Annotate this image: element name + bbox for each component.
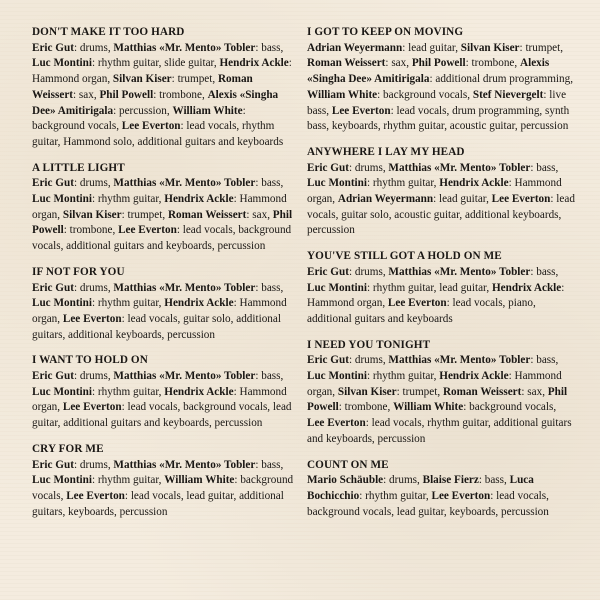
musician-role: lead vocals, background vocals, lead guitar, keyboards, percussion [307, 489, 549, 518]
musician-name: Adrian Weyermann [337, 193, 434, 206]
musician-name: Luc Montini [307, 177, 367, 190]
musician-name: Alexis «Singha Dee» Amitirigala [32, 88, 279, 117]
musician-name: Matthias «Mr. Mento» Tobler [388, 265, 531, 278]
musician-role: trumpet [127, 208, 163, 221]
track-if-not-for-you [32, 265, 294, 344]
musician-role: bass [484, 474, 505, 487]
musician-role: sax [78, 88, 94, 101]
musician-name: Silvan Kiser [62, 208, 122, 221]
track-title: A LITTLE LIGHT [32, 161, 125, 174]
musician-name: Luca Bochicchio [307, 474, 534, 502]
musician-name: Hendrix Ackle [439, 370, 509, 383]
musician-name: Roman Weissert [307, 57, 386, 70]
musician-name: Hendrix Ackle [439, 177, 509, 190]
musician-role: bass [536, 354, 556, 367]
track-title: ANYWHERE I LAY MY HEAD [307, 145, 465, 158]
musician-role: sax [527, 385, 543, 398]
musician-role: drums [354, 354, 383, 367]
musician-role: lead vocals, rhythm guitar, Hammond solo, additional guitars and keyboards [32, 120, 284, 148]
musician-role: trumpet [525, 41, 561, 54]
track-count-on-me [307, 458, 575, 521]
musician-role: lead vocals, rhythm guitar, additional guitars and keyboards, percussion [307, 417, 572, 445]
musician-name: Eric Gut [32, 177, 74, 190]
musician-name: Lee Everton [331, 104, 391, 117]
left-column [32, 25, 294, 530]
musician-name: Luc Montini [307, 281, 367, 294]
track-cry-for-me [32, 442, 294, 521]
track-you-ve-still-got-a-hold-on-me [307, 249, 575, 328]
musician-role: lead vocals, drum programming, synth bass, keyboards, rhythm guitar, acoustic guitar, percussion [307, 104, 570, 133]
musician-name: Hendrix Ackle [164, 193, 234, 206]
track-title: I WANT TO HOLD ON [32, 354, 148, 367]
track-i-need-you-tonight [307, 338, 575, 448]
musician-name: Phil Powell [307, 385, 568, 414]
musician-name: Roman Weissert [442, 385, 522, 398]
musician-name: William White [172, 104, 243, 117]
musician-role: drums [354, 265, 383, 278]
track-title: IF NOT FOR YOU [32, 265, 125, 278]
track-credits: Mario Schäuble: drums, Blaise Fierz: bass, Luca Bochicchio: rhythm guitar, Lee Everton: lead vocals, background vocals, lead guitar, keyboards, percussion [307, 474, 549, 518]
musician-name: Phil Powell [99, 88, 154, 101]
track-title: I NEED YOU TONIGHT [307, 338, 431, 351]
musician-name: Roman Weissert [167, 208, 247, 221]
musician-role: percussion [119, 104, 167, 117]
musician-name: Lee Everton [118, 224, 177, 237]
track-i-got-to-keep-on-moving [307, 25, 575, 135]
musician-role: lead vocals, background vocals, lead guitar, additional guitars and keyboards, percussion [32, 401, 292, 430]
musician-role: lead vocals, guitar solo, acoustic guitar, additional keyboards, percussion [307, 193, 575, 237]
musician-role: background vocals [469, 401, 554, 414]
musician-name: Phil Powell [32, 208, 293, 237]
musician-name: Luc Montini [32, 57, 92, 70]
musician-name: Eric Gut [32, 458, 74, 471]
musician-name: Lee Everton [66, 489, 125, 502]
musician-role: live bass [307, 88, 567, 117]
musician-name: Lee Everton [491, 193, 551, 206]
musician-name: William White [307, 88, 378, 101]
musician-name: Matthias «Mr. Mento» Tobler [113, 370, 256, 383]
musician-name: Lee Everton [62, 401, 122, 414]
musician-role: rhythm guitar, lead guitar [372, 281, 487, 294]
musician-role: trumpet [177, 73, 213, 86]
track-a-little-light [32, 161, 294, 255]
musician-role: lead guitar [438, 193, 487, 206]
musician-name: Silvan Kiser [112, 73, 172, 86]
track-anywhere-i-lay-my-head [307, 145, 575, 239]
musician-name: Lee Everton [62, 312, 122, 325]
musician-name: Matthias «Mr. Mento» Tobler [113, 458, 256, 471]
musician-name: Blaise Fierz [422, 474, 479, 487]
musician-name: Phil Powell [411, 57, 466, 70]
track-credits: Eric Gut: drums, Matthias «Mr. Mento» Tobler: bass, Luc Montini: rhythm guitar, lead guitar, Hendrix Ackle: Hammond organ, Lee Everton: lead vocals, piano, additional guitars and keyboards [307, 265, 565, 325]
musician-name: Matthias «Mr. Mento» Tobler [113, 281, 256, 294]
musician-name: Eric Gut [307, 265, 349, 278]
musician-role: bass [261, 458, 281, 471]
track-title: DON'T MAKE IT TOO HARD [32, 26, 185, 38]
musician-role: bass [536, 161, 556, 174]
track-credits: Eric Gut: drums, Matthias «Mr. Mento» Tobler: bass, Luc Montini: rhythm guitar, Hendrix Ackle: Hammond organ, Silvan Kiser: trumpet, Roman Weissert: sax, Phil Powell: trombone, Lee Everton: lead vocals, background vocals, additional guitars and keyboards, percussion [32, 177, 293, 253]
musician-role: rhythm guitar [97, 474, 159, 487]
musician-name: Silvan Kiser [337, 385, 397, 398]
musician-name: Lee Everton [387, 297, 447, 310]
musician-name: Eric Gut [307, 354, 349, 367]
musician-name: Hendrix Ackle [164, 297, 234, 310]
musician-role: lead vocals, background vocals, additional guitars and keyboards, percussion [32, 224, 292, 253]
musician-role: drums [79, 177, 108, 190]
musician-role: background vocals [32, 120, 117, 133]
musician-name: Matthias «Mr. Mento» Tobler [113, 41, 256, 54]
track-don-t-make-it-too-hard [32, 25, 294, 151]
track-credits: Eric Gut: drums, Matthias «Mr. Mento» Tobler: bass, Luc Montini: rhythm guitar, William White: background vocals, Lee Everton: lead vocals, lead guitar, additional guitars, keyboards, percussion [32, 458, 294, 518]
track-title: COUNT ON ME [307, 458, 389, 471]
musician-role: drums [79, 458, 108, 471]
musician-name: Lee Everton [121, 120, 181, 133]
musician-name: Luc Montini [32, 193, 92, 206]
musician-name: Luc Montini [32, 474, 92, 487]
musician-role: bass [261, 41, 281, 54]
musician-role: Hammond organ [307, 177, 562, 206]
musician-role: background vocals [383, 88, 468, 101]
musician-name: Eric Gut [32, 281, 74, 294]
musician-role: rhythm guitar [97, 193, 159, 206]
musician-role: trombone [471, 57, 515, 70]
musician-role: rhythm guitar [97, 297, 159, 310]
musician-role: trombone [69, 224, 113, 237]
musician-name: Stef Nievergelt [472, 88, 544, 101]
musician-name: Matthias «Mr. Mento» Tobler [113, 177, 256, 190]
musician-role: Hammond organ [32, 297, 287, 325]
track-credits: Eric Gut: drums, Matthias «Mr. Mento» Tobler: bass, Luc Montini: rhythm guitar, Hendrix Ackle: Hammond organ, Lee Everton: lead vocals, background vocals, lead guitar, additional guitars and keyboards, percussion [32, 370, 292, 430]
musician-role: trombone [344, 401, 388, 414]
musician-role: sax [252, 208, 268, 221]
musician-name: Lee Everton [431, 489, 491, 502]
musician-name: Luc Montini [32, 385, 92, 398]
musician-name: William White [393, 401, 464, 414]
musician-role: bass [261, 281, 281, 294]
musician-role: bass [261, 370, 281, 383]
musician-name: Roman Weissert [32, 73, 253, 101]
musician-role: rhythm guitar [97, 385, 159, 398]
track-credits: Eric Gut: drums, Matthias «Mr. Mento» Tobler: bass, Luc Montini: rhythm guitar, slide guitar, Hendrix Ackle: Hammond organ, Silvan Kiser: trumpet, Roman Weissert: sax, Phil Powell: trombone, Alexis «Singha Dee» Amitirigala: percussion, William White: background vocals, Lee Everton: lead vocals, rhythm guitar, Hammond solo, additional guitars and keyboards [32, 41, 292, 148]
musician-role: rhythm guitar [372, 370, 434, 383]
musician-role: Hammond organ [307, 370, 562, 398]
musician-role: additional drum programming [435, 73, 571, 86]
musician-name: Eric Gut [32, 370, 74, 383]
musician-role: lead vocals, guitar solo, additional guitars, additional keyboards, percussion [32, 312, 281, 341]
musician-role: bass [261, 177, 281, 190]
track-credits: Eric Gut: drums, Matthias «Mr. Mento» Tobler: bass, Luc Montini: rhythm guitar, Hendrix Ackle: Hammond organ, Lee Everton: lead vocals, guitar solo, additional guitars, additional keyboards, percussion [32, 281, 287, 341]
musician-role: Hammond organ [32, 193, 287, 221]
musician-role: trumpet [402, 385, 438, 398]
musician-name: Adrian Weyermann [307, 41, 403, 54]
musician-name: Alexis «Singha Dee» Amitirigala [307, 57, 550, 86]
musician-role: trombone [159, 88, 202, 101]
musician-role: drums [354, 161, 383, 174]
right-column [307, 25, 575, 530]
musician-role: lead guitar [408, 41, 456, 54]
musician-role: lead vocals, lead guitar, additional guitars, keyboards, percussion [32, 489, 284, 518]
musician-name: Eric Gut [32, 41, 74, 54]
musician-name: Lee Everton [307, 417, 366, 430]
track-title: CRY FOR ME [32, 442, 104, 455]
musician-name: Silvan Kiser [460, 41, 520, 54]
musician-name: Hendrix Ackle [219, 57, 289, 70]
track-title: YOU'VE STILL GOT A HOLD ON ME [307, 250, 502, 263]
track-credits: Adrian Weyermann: lead guitar, Silvan Kiser: trumpet, Roman Weissert: sax, Phil Powell: trombone, Alexis «Singha Dee» Amitirigala: additional drum programming, William White: background vocals, Stef Nievergelt: live bass, Lee Everton: lead vocals, drum programming, synth bass, keyboards, rhythm guitar, acoustic guitar, percussion [307, 41, 574, 133]
musician-name: Matthias «Mr. Mento» Tobler [388, 354, 531, 367]
musician-name: William White [164, 474, 235, 487]
musician-name: Luc Montini [307, 370, 367, 383]
musician-role: Hammond organ [307, 297, 383, 310]
musician-role: rhythm guitar [365, 489, 426, 502]
musician-name: Hendrix Ackle [491, 281, 562, 294]
musician-role: rhythm guitar, slide guitar [97, 57, 214, 70]
musician-role: sax [391, 57, 407, 70]
track-credits: Eric Gut: drums, Matthias «Mr. Mento» Tobler: bass, Luc Montini: rhythm guitar, Hendrix Ackle: Hammond organ, Silvan Kiser: trumpet, Roman Weissert: sax, Phil Powell: trombone, William White: background vocals, Lee Everton: lead vocals, rhythm guitar, additional guitars and keyboards, percussion [307, 354, 572, 445]
musician-role: Hammond organ [32, 385, 287, 414]
musician-role: background vocals [32, 474, 294, 502]
musician-role: bass [536, 265, 556, 278]
musician-role: drums [79, 281, 108, 294]
musician-role: lead vocals, piano, additional guitars and keyboards [307, 297, 536, 325]
track-credits: Eric Gut: drums, Matthias «Mr. Mento» Tobler: bass, Luc Montini: rhythm guitar, Hendrix Ackle: Hammond organ, Adrian Weyermann: lead guitar, Lee Everton: lead vocals, guitar solo, acoustic guitar, additional keyboards, percussion [307, 161, 575, 237]
musician-name: Mario Schäuble [307, 474, 384, 487]
musician-role: Hammond organ [32, 73, 108, 86]
musician-name: Hendrix Ackle [164, 385, 234, 398]
track-i-want-to-hold-on [32, 353, 294, 432]
musician-name: Matthias «Mr. Mento» Tobler [388, 161, 531, 174]
musician-name: Eric Gut [307, 161, 349, 174]
musician-role: drums [389, 474, 418, 487]
track-title: I GOT TO KEEP ON MOVING [307, 26, 464, 38]
musician-name: Luc Montini [32, 297, 92, 310]
musician-role: rhythm guitar [372, 177, 434, 190]
musician-role: drums [79, 370, 108, 383]
musician-role: drums [79, 41, 108, 54]
